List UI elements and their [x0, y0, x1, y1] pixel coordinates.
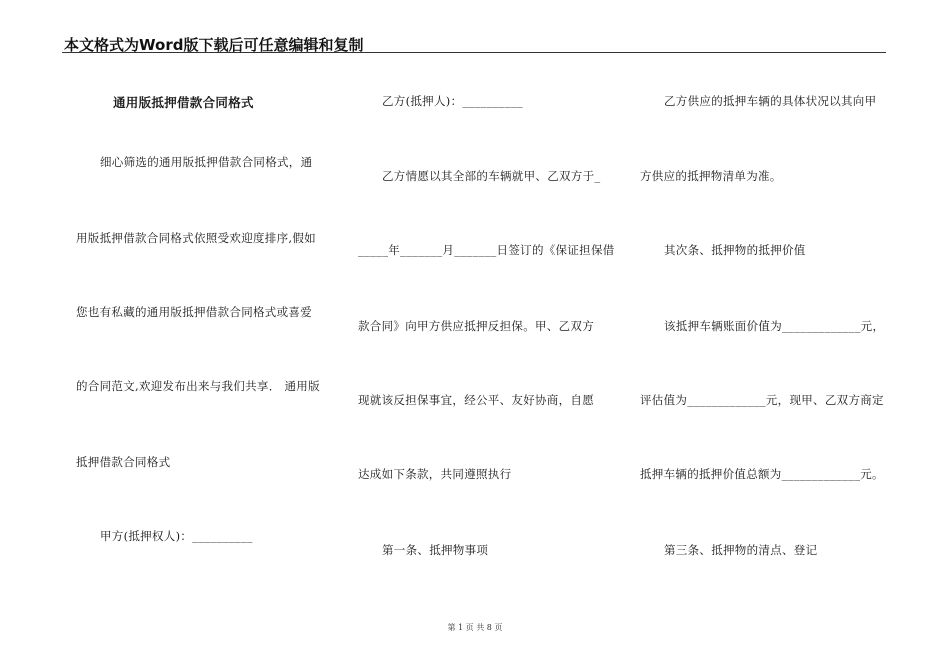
col2-line-2: _____年_______月_______日签订的《保证担保借 [358, 243, 615, 257]
col3-line-1: 乙方供应的抵押车辆的具体状况以其向甲 [664, 94, 877, 108]
col2-line-4: 现就该反担保事宜，经公平、友好协商，自愿 [358, 393, 594, 407]
col2-line-5: 达成如下条款，共同遵照执行 [358, 467, 512, 481]
col2-line-3: 款合同》向甲方供应抵押反担保。甲、乙双方 [358, 319, 594, 333]
col3-line-4: 评估值为_____________元，现甲、乙双方商定 [640, 393, 884, 407]
col3-line-5: 抵押车辆的抵押价值总额为_____________元。 [640, 467, 884, 481]
col3-line-2: 方供应的抵押物清单为准。 [640, 169, 782, 183]
col1-line-4: 的合同范文,欢迎发布出来与我们共享． 通用版 [76, 379, 320, 393]
col3-article-2: 其次条、抵押物的抵押价值 [664, 243, 806, 257]
col2-line-1: 乙方情愿以其全部的车辆就甲、乙双方于_ [382, 169, 601, 183]
header-divider [62, 52, 886, 53]
document-title: 通用版抵押借款合同格式 [113, 95, 254, 110]
col2-party-b: 乙方(抵押人)：__________ [382, 94, 523, 108]
col3-article-3: 第三条、抵押物的清点、登记 [664, 543, 818, 557]
document-header-title: 本文格式为Word版下载后可任意编辑和复制 [64, 36, 364, 54]
col1-line-3: 您也有私藏的通用版抵押借款合同格式或喜爱 [76, 305, 312, 319]
col2-article-1: 第一条、抵押物事项 [382, 543, 489, 557]
page-number: 第 1 页 共 8 页 [447, 623, 503, 632]
col1-line-1: 细心筛选的通用版抵押借款合同格式，通 [100, 155, 313, 169]
col1-party-a: 甲方(抵押权人)：__________ [100, 529, 253, 543]
col1-line-2: 用版抵押借款合同格式依照受欢迎度排序,假如 [76, 231, 316, 245]
col3-line-3: 该抵押车辆账面价值为_____________元， [664, 319, 885, 333]
col1-line-5: 抵押借款合同格式 [76, 455, 171, 469]
